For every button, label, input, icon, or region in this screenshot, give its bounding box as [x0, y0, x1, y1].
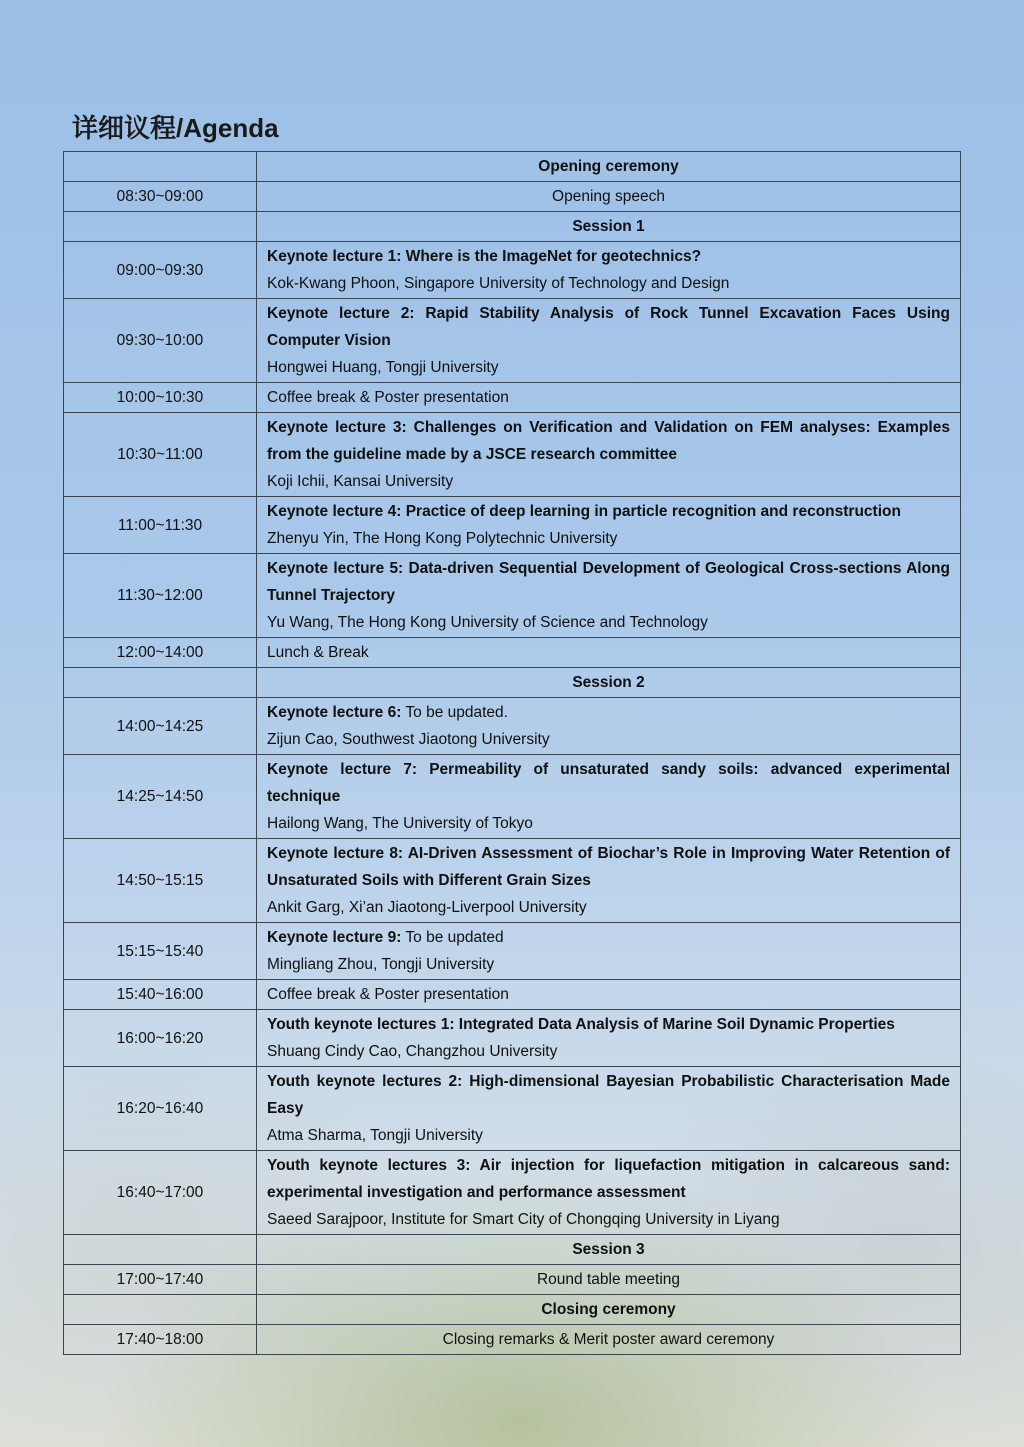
talk-cell [257, 698, 961, 755]
lecture-label: Youth keynote lectures 1: [267, 1016, 455, 1033]
talk-cell [257, 1010, 961, 1067]
page-title: 详细议程/Agenda [72, 113, 279, 143]
agenda-item: Lunch & Break [257, 638, 961, 668]
time-cell: 16:20~16:40 [64, 1067, 257, 1151]
section-title: Opening ceremony [257, 152, 961, 182]
lecture-title: Practice of deep learning in particle recognition and reconstruction [401, 503, 901, 520]
time-cell: 17:40~18:00 [64, 1325, 257, 1355]
time-cell [64, 1235, 257, 1265]
speaker: Kok-Kwang Phoon, Singapore University of Technology and Design [267, 275, 730, 292]
agenda-table [63, 151, 961, 1355]
talk-cell [257, 554, 961, 638]
agenda-row [64, 1265, 961, 1295]
talk-row [64, 1067, 961, 1151]
section-header-row [64, 668, 961, 698]
time-cell [64, 212, 257, 242]
time-cell: 14:50~15:15 [64, 839, 257, 923]
talk-cell [257, 497, 961, 554]
agenda-row [64, 383, 961, 413]
talk-cell [257, 755, 961, 839]
section-header-row [64, 212, 961, 242]
time-cell: 16:40~17:00 [64, 1151, 257, 1235]
lecture-label: Youth keynote lectures 2: [267, 1073, 463, 1090]
talk-row [64, 755, 961, 839]
lecture-title: To be updated [401, 929, 504, 946]
speaker: Hailong Wang, The University of Tokyo [267, 815, 533, 832]
lecture-label: Keynote lecture 8: [267, 845, 404, 862]
time-cell: 14:25~14:50 [64, 755, 257, 839]
talk-row [64, 1010, 961, 1067]
talk-row [64, 242, 961, 299]
talk-title [267, 498, 950, 525]
agenda-item: Coffee break & Poster presentation [257, 980, 961, 1010]
speaker: Zijun Cao, Southwest Jiaotong University [267, 731, 550, 748]
talk-title [267, 1068, 950, 1122]
speaker: Yu Wang, The Hong Kong University of Science and Technology [267, 614, 708, 631]
lecture-label: Keynote lecture 4: [267, 503, 402, 520]
lecture-label: Keynote lecture 9: [267, 929, 402, 946]
lecture-label: Keynote lecture 2: [267, 305, 415, 322]
talk-row [64, 1151, 961, 1235]
lecture-label: Keynote lecture 5: [267, 560, 404, 577]
speaker: Shuang Cindy Cao, Changzhou University [267, 1043, 558, 1060]
agenda-row [64, 1325, 961, 1355]
lecture-title: High-dimensional Bayesian Probabilistic Characterisation Made Easy [267, 1073, 950, 1117]
talk-title [267, 1152, 950, 1206]
talk-cell [257, 413, 961, 497]
lecture-title: Permeability of unsaturated sandy soils: advanced experimental technique [267, 761, 950, 805]
time-cell: 12:00~14:00 [64, 638, 257, 668]
lecture-title: Air injection for liquefaction mitigation in calcareous sand: experimental investigation and performance assessment [267, 1157, 950, 1201]
time-cell: 10:30~11:00 [64, 413, 257, 497]
section-title: Session 1 [257, 212, 961, 242]
talk-row [64, 299, 961, 383]
lecture-label: Keynote lecture 1: [267, 248, 402, 265]
talk-row [64, 497, 961, 554]
lecture-title: AI-Driven Assessment of Biochar’s Role in Improving Water Retention of Unsaturated Soils with Different Grain Sizes [267, 845, 950, 889]
lecture-title: Integrated Data Analysis of Marine Soil Dynamic Properties [454, 1016, 895, 1033]
time-cell: 08:30~09:00 [64, 182, 257, 212]
section-title: Session 3 [257, 1235, 961, 1265]
time-cell: 17:00~17:40 [64, 1265, 257, 1295]
lecture-title: Where is the ImageNet for geotechnics? [401, 248, 702, 265]
talk-title [267, 840, 950, 894]
agenda-item: Coffee break & Poster presentation [257, 383, 961, 413]
lecture-title: Rapid Stability Analysis of Rock Tunnel Excavation Faces Using Computer Vision [267, 305, 950, 349]
time-cell: 09:30~10:00 [64, 299, 257, 383]
time-cell: 11:00~11:30 [64, 497, 257, 554]
section-header-row [64, 1235, 961, 1265]
agenda-item: Round table meeting [257, 1265, 961, 1295]
agenda-row [64, 638, 961, 668]
time-cell: 11:30~12:00 [64, 554, 257, 638]
talk-title [267, 414, 950, 468]
talk-title [267, 1011, 950, 1038]
lecture-label: Keynote lecture 7: [267, 761, 418, 778]
talk-title [267, 924, 950, 951]
talk-row [64, 839, 961, 923]
speaker: Hongwei Huang, Tongji University [267, 359, 499, 376]
time-cell [64, 1295, 257, 1325]
lecture-label: Keynote lecture 6: [267, 704, 402, 721]
time-cell: 15:15~15:40 [64, 923, 257, 980]
agenda-row [64, 980, 961, 1010]
talk-cell [257, 1151, 961, 1235]
talk-row [64, 554, 961, 638]
talk-row [64, 413, 961, 497]
talk-cell [257, 923, 961, 980]
talk-row [64, 923, 961, 980]
talk-title [267, 243, 950, 270]
lecture-title: Challenges on Verification and Validation on FEM analyses: Examples from the guideline made by a JSCE research committee [267, 419, 950, 463]
lecture-title: To be updated. [401, 704, 508, 721]
speaker: Atma Sharma, Tongji University [267, 1127, 483, 1144]
talk-title [267, 300, 950, 354]
section-title: Session 2 [257, 668, 961, 698]
agenda-row [64, 182, 961, 212]
speaker: Saeed Sarajpoor, Institute for Smart City of Chongqing University in Liyang [267, 1211, 780, 1228]
speaker: Mingliang Zhou, Tongji University [267, 956, 495, 973]
time-cell: 09:00~09:30 [64, 242, 257, 299]
talk-cell [257, 242, 961, 299]
time-cell [64, 668, 257, 698]
talk-cell [257, 299, 961, 383]
talk-cell [257, 1067, 961, 1151]
talk-title [267, 699, 950, 726]
talk-title [267, 555, 950, 609]
time-cell: 14:00~14:25 [64, 698, 257, 755]
speaker: Koji Ichii, Kansai University [267, 473, 454, 490]
time-cell [64, 152, 257, 182]
section-header-row [64, 1295, 961, 1325]
time-cell: 16:00~16:20 [64, 1010, 257, 1067]
lecture-label: Youth keynote lectures 3: [267, 1157, 471, 1174]
speaker: Ankit Garg, Xi’an Jiaotong-Liverpool University [267, 899, 587, 916]
time-cell: 10:00~10:30 [64, 383, 257, 413]
section-title: Closing ceremony [257, 1295, 961, 1325]
section-header-row [64, 152, 961, 182]
speaker: Zhenyu Yin, The Hong Kong Polytechnic University [267, 530, 618, 547]
talk-title [267, 756, 950, 810]
talk-cell [257, 839, 961, 923]
agenda-item: Closing remarks & Merit poster award ceremony [257, 1325, 961, 1355]
agenda-item: Opening speech [257, 182, 961, 212]
lecture-label: Keynote lecture 3: [267, 419, 407, 436]
talk-row [64, 698, 961, 755]
time-cell: 15:40~16:00 [64, 980, 257, 1010]
lecture-title: Data-driven Sequential Development of Geological Cross-sections Along Tunnel Trajectory [267, 560, 950, 604]
